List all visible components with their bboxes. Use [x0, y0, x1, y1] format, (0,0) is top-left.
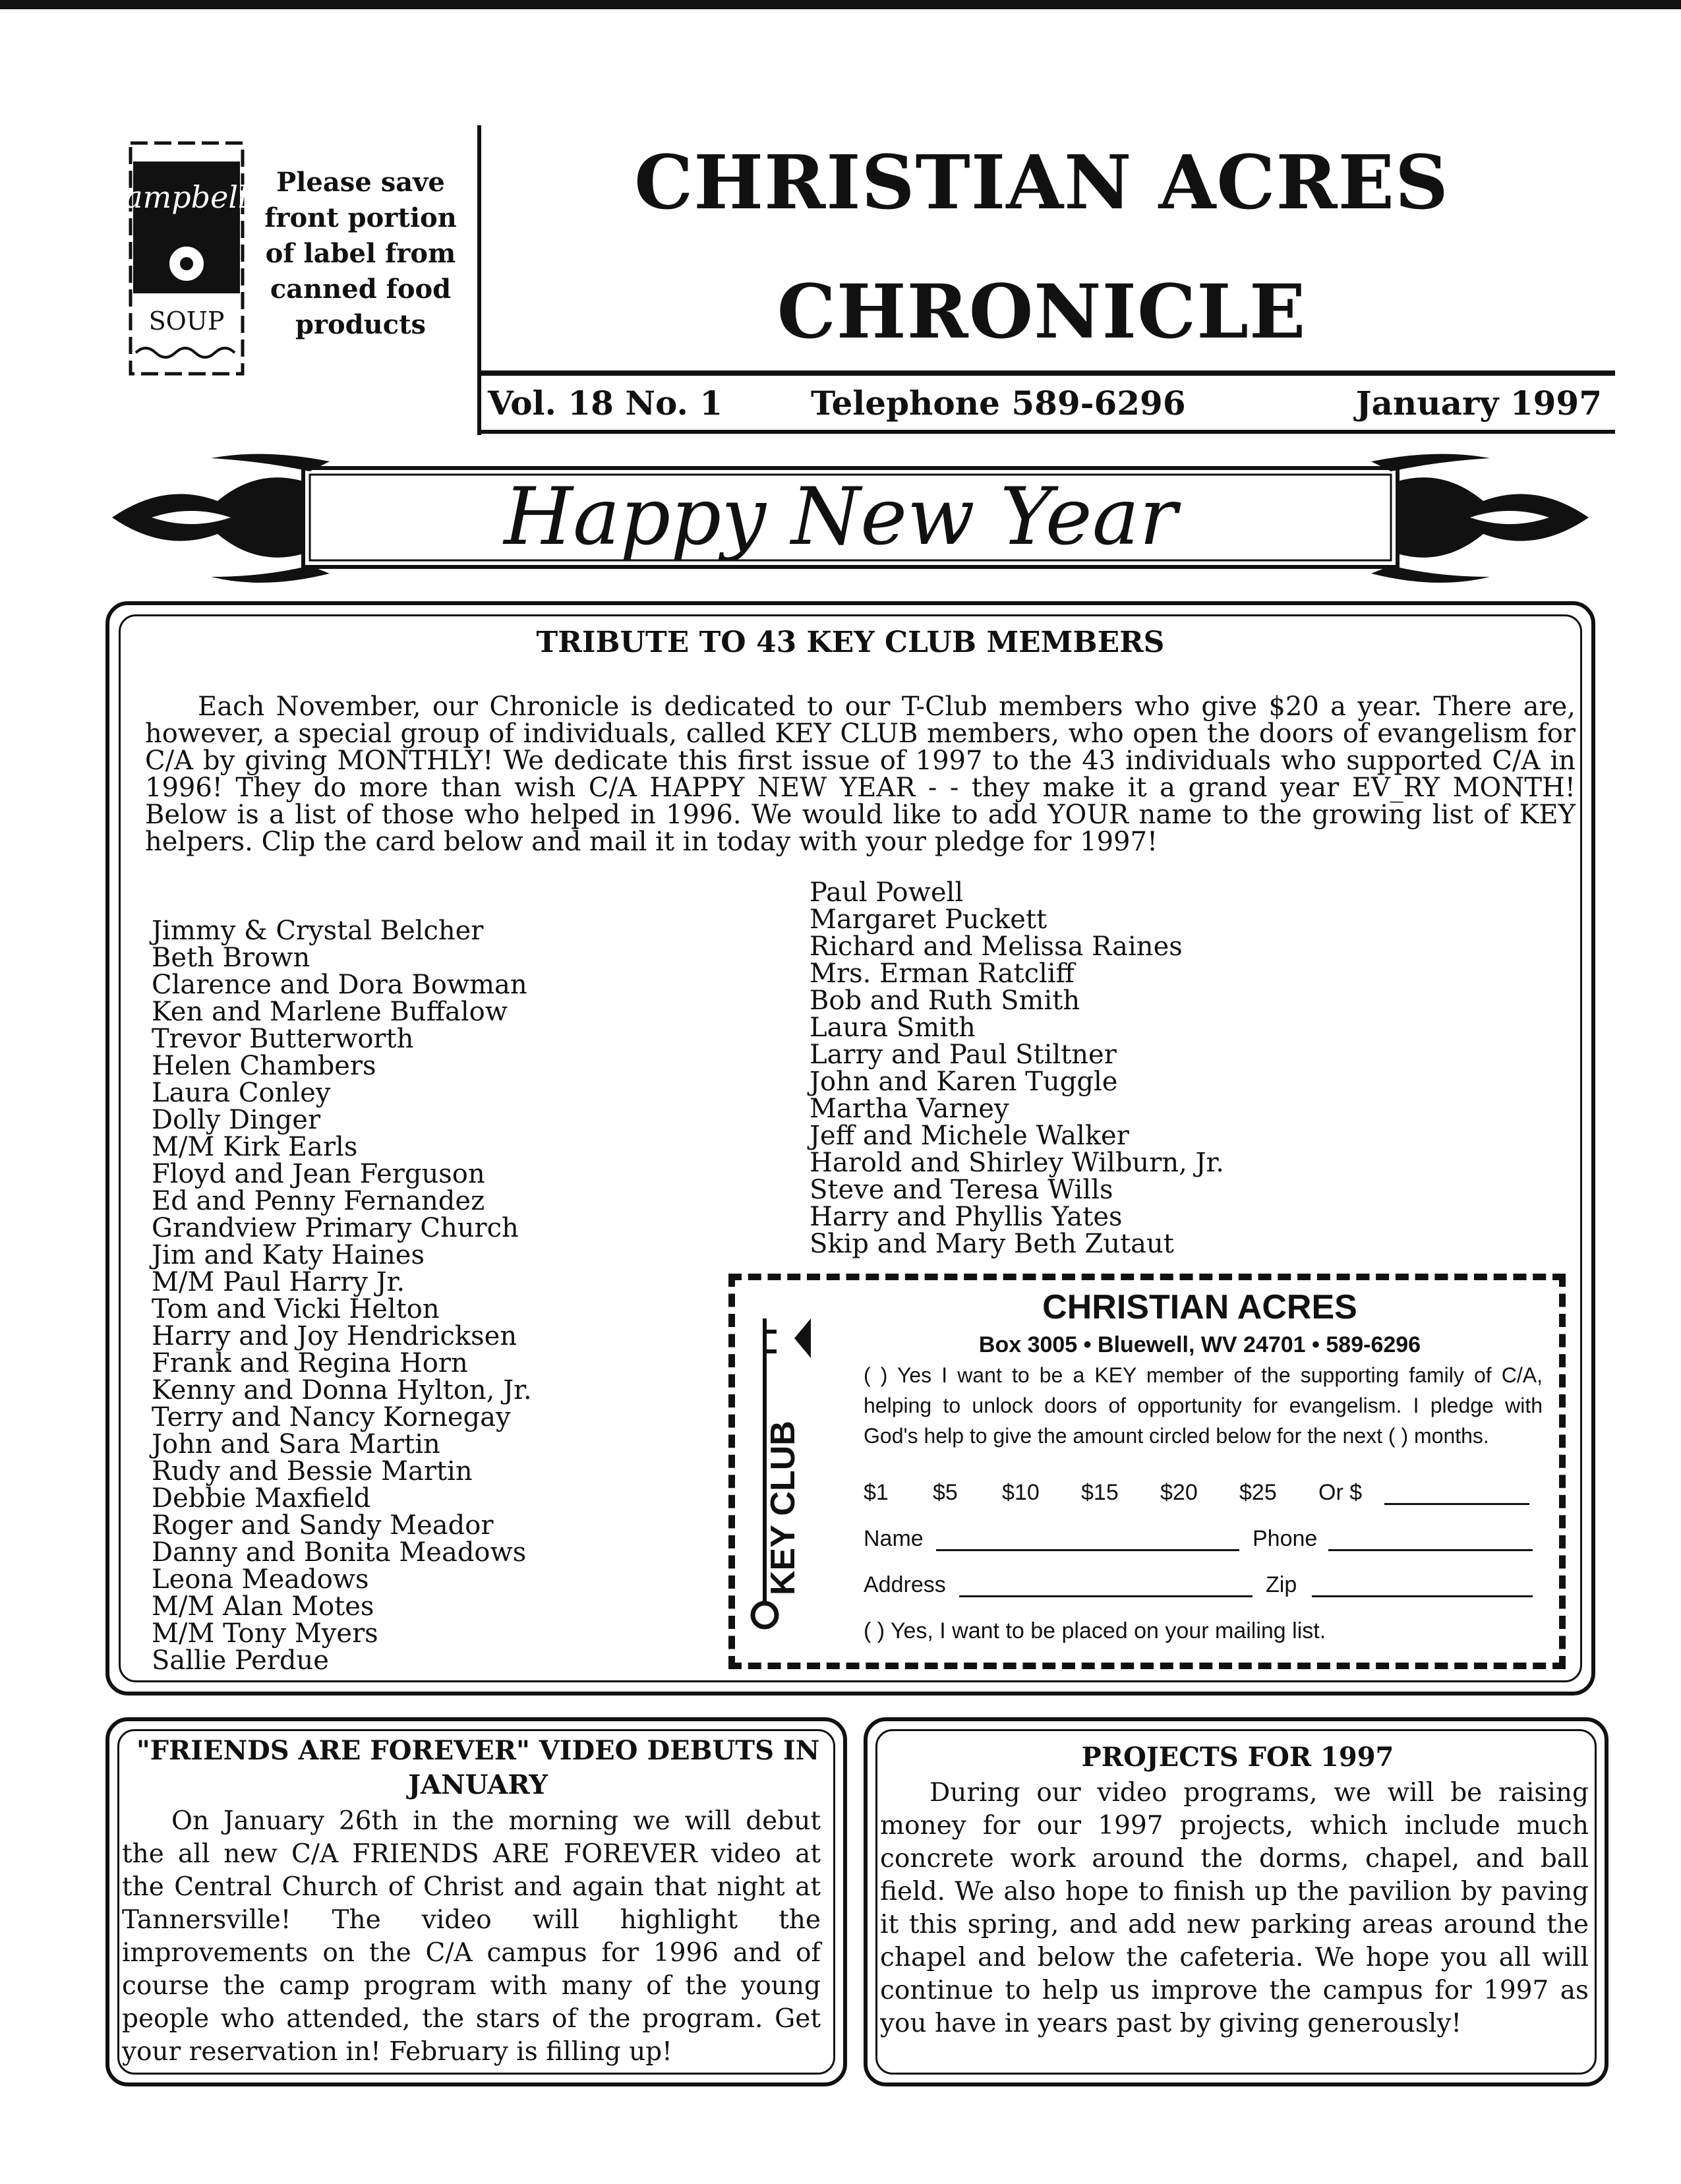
member-name: Beth Brown: [152, 943, 310, 973]
members-list-right: [810, 879, 1469, 1258]
member-name: Laura Smith: [810, 1013, 976, 1043]
member-name: Steve and Teresa Wills: [810, 1175, 1113, 1205]
member-name: Harold and Shirley Wilburn, Jr.: [810, 1148, 1224, 1178]
amount-option[interactable]: $1: [864, 1480, 889, 1505]
save-labels-note: [252, 165, 469, 343]
member-name: Roger and Sandy Meador: [152, 1510, 494, 1541]
pledge-checkbox-text[interactable]: ( ) Yes I want to be a KEY member of the supporting family of C/A, helping to unlock doors of opportunity for evangelism. I pledge with God's help to give the amount circled below for the next ( ) months.: [864, 1363, 1543, 1448]
member-name: M/M Tony Myers: [152, 1618, 378, 1649]
key-club-logo-text: KEY CLUB: [764, 1421, 802, 1595]
member-name: Kenny and Donna Hylton, Jr.: [152, 1375, 532, 1405]
member-name: Jim and Katy Haines: [152, 1240, 425, 1270]
member-name: Martha Varney: [810, 1094, 1009, 1124]
card-address: Box 3005 • Bluewell, WV 24701 • 589-6296: [978, 1332, 1421, 1357]
member-name: Paul Powell: [810, 877, 964, 908]
save-note-line: products: [295, 309, 427, 340]
member-name: Margaret Puckett: [810, 904, 1047, 935]
member-name: Jimmy & Crystal Belcher: [152, 916, 484, 946]
video-article-body: On January 26th in the morning we will debut the all new C/A FRIENDS ARE FOREVER video at the Central Church of Christ and again that night at Tannersville! The video will highlight the improvements on the C/A campus for 1996 and of course the camp program with many of the young people who attended, the stars of the program. Get your reservation in! February is filling up!: [122, 1806, 821, 2067]
issue-info-bar: [488, 377, 1608, 430]
newsletter-title: [488, 119, 1595, 377]
amount-option[interactable]: $5: [933, 1480, 958, 1505]
save-note-line: Please save: [276, 167, 445, 198]
top-border-rule: [0, 0, 1681, 9]
member-name: Jeff and Michele Walker: [810, 1121, 1129, 1151]
member-name: Harry and Joy Hendricksen: [152, 1321, 517, 1351]
mailing-list-checkbox-text[interactable]: ( ) Yes, I want to be placed on your mailing list.: [864, 1618, 1326, 1643]
member-name: Danny and Bonita Meadows: [152, 1537, 527, 1568]
members-list-left: [152, 918, 745, 1674]
member-name: M/M Kirk Earls: [152, 1132, 358, 1162]
member-name: Floyd and Jean Ferguson: [152, 1159, 485, 1189]
amount-option[interactable]: $20: [1160, 1480, 1198, 1505]
amount-option[interactable]: $25: [1239, 1480, 1277, 1505]
save-note-line: canned food: [270, 274, 452, 305]
amount-option[interactable]: $15: [1081, 1480, 1119, 1505]
happy-new-year-banner: Happy New Year: [504, 471, 1177, 563]
phone-label: Phone: [1253, 1526, 1318, 1551]
projects-article-heading: PROJECTS FOR 1997: [1081, 1742, 1394, 1773]
zip-label: Zip: [1266, 1572, 1297, 1597]
masthead-rule-bottom: [477, 430, 1615, 434]
masthead-rule-top: [477, 370, 1615, 376]
projects-article-body: During our video programs, we will be raising money for our 1997 projects, which include much concrete work around the dorms, chapel, and ball field. We also hope to finish up the pavilion by paving it this spring, and add new parking areas around the chapel and below the cafeteria. We hope you all will continue to help us improve the campus for 1997 as you have in years past by giving generously!: [880, 1778, 1589, 2038]
save-note-line: front portion: [264, 202, 457, 233]
member-name: John and Karen Tuggle: [810, 1067, 1118, 1097]
svg-text:Campbell's: Campbell's: [101, 179, 272, 215]
phone-field[interactable]: [1328, 1549, 1533, 1551]
volume-number: Vol. 18 No. 1: [488, 384, 723, 423]
member-name: M/M Paul Harry Jr.: [152, 1267, 405, 1297]
name-label: Name: [864, 1526, 924, 1551]
issue-date: January 1997: [1355, 384, 1602, 423]
member-name: Leona Meadows: [152, 1564, 369, 1595]
member-name: Debbie Maxfield: [152, 1483, 371, 1514]
member-name: Helen Chambers: [152, 1051, 376, 1081]
member-name: Grandview Primary Church: [152, 1213, 519, 1243]
name-field[interactable]: [936, 1549, 1239, 1551]
title-line-1: CHRISTIAN ACRES: [634, 140, 1449, 226]
address-field[interactable]: [959, 1595, 1253, 1597]
zip-field[interactable]: [1312, 1595, 1533, 1597]
card-title: CHRISTIAN ACRES: [1042, 1288, 1357, 1326]
masthead-divider: [477, 125, 481, 435]
tribute-heading: TRIBUTE TO 43 KEY CLUB MEMBERS: [536, 626, 1165, 659]
member-name: Bob and Ruth Smith: [810, 986, 1080, 1016]
member-name: Tom and Vicki Helton: [152, 1294, 440, 1324]
soup-can-icon: [101, 135, 272, 392]
tribute-body: Each November, our Chronicle is dedicated to our T-Club members who give $20 a year. There are, however, a special group of individuals, called KEY CLUB members, who open the doors of evangelism for C/A by giving MONTHLY! We dedicate this first issue of 1997 to the 43 individuals who supported C/A in 1996! They do more than wish C/A HAPPY NEW YEAR - - they make it a grand year EV_RY MONTH! Below is a list of those who helped in 1996. We would like to add YOUR name to the growing list of KEY helpers. Clip the card below and mail it in today with your pledge for 1997!: [145, 692, 1576, 857]
video-article-heading: "FRIENDS ARE FOREVER" VIDEO DEBUTS IN JANUARY: [136, 1735, 820, 1800]
member-name: Frank and Regina Horn: [152, 1348, 468, 1378]
key-club-logo-icon: [745, 1292, 824, 1648]
title-line-2: CHRONICLE: [777, 269, 1307, 355]
member-name: Laura Conley: [152, 1078, 331, 1108]
telephone: Telephone 589-6296: [811, 384, 1186, 423]
amount-other-label: Or $: [1318, 1480, 1363, 1505]
member-name: Richard and Melissa Raines: [810, 931, 1183, 962]
member-name: Trevor Butterworth: [152, 1024, 414, 1054]
address-zip-row: [864, 1569, 1543, 1601]
name-phone-row: [864, 1523, 1543, 1554]
member-name: Harry and Phyllis Yates: [810, 1202, 1123, 1232]
member-name: Skip and Mary Beth Zutaut: [810, 1229, 1174, 1259]
member-name: Mrs. Erman Ratcliff: [810, 959, 1075, 989]
amount-option[interactable]: $10: [1002, 1480, 1040, 1505]
svg-text:SOUP: SOUP: [148, 307, 225, 336]
member-name: Sallie Perdue: [152, 1645, 329, 1676]
pledge-amounts: [864, 1477, 1543, 1508]
address-label: Address: [864, 1572, 946, 1597]
member-name: Ed and Penny Fernandez: [152, 1186, 485, 1216]
member-name: John and Sara Martin: [152, 1429, 440, 1460]
amount-other-field[interactable]: [1384, 1503, 1529, 1505]
member-name: Larry and Paul Stiltner: [810, 1040, 1117, 1070]
member-name: Ken and Marlene Buffalow: [152, 997, 508, 1027]
member-name: M/M Alan Motes: [152, 1591, 374, 1622]
member-name: Clarence and Dora Bowman: [152, 970, 527, 1000]
member-name: Terry and Nancy Kornegay: [152, 1402, 511, 1432]
save-note-line: of label from: [265, 238, 456, 269]
member-name: Rudy and Bessie Martin: [152, 1456, 473, 1487]
member-name: Dolly Dinger: [152, 1105, 321, 1135]
